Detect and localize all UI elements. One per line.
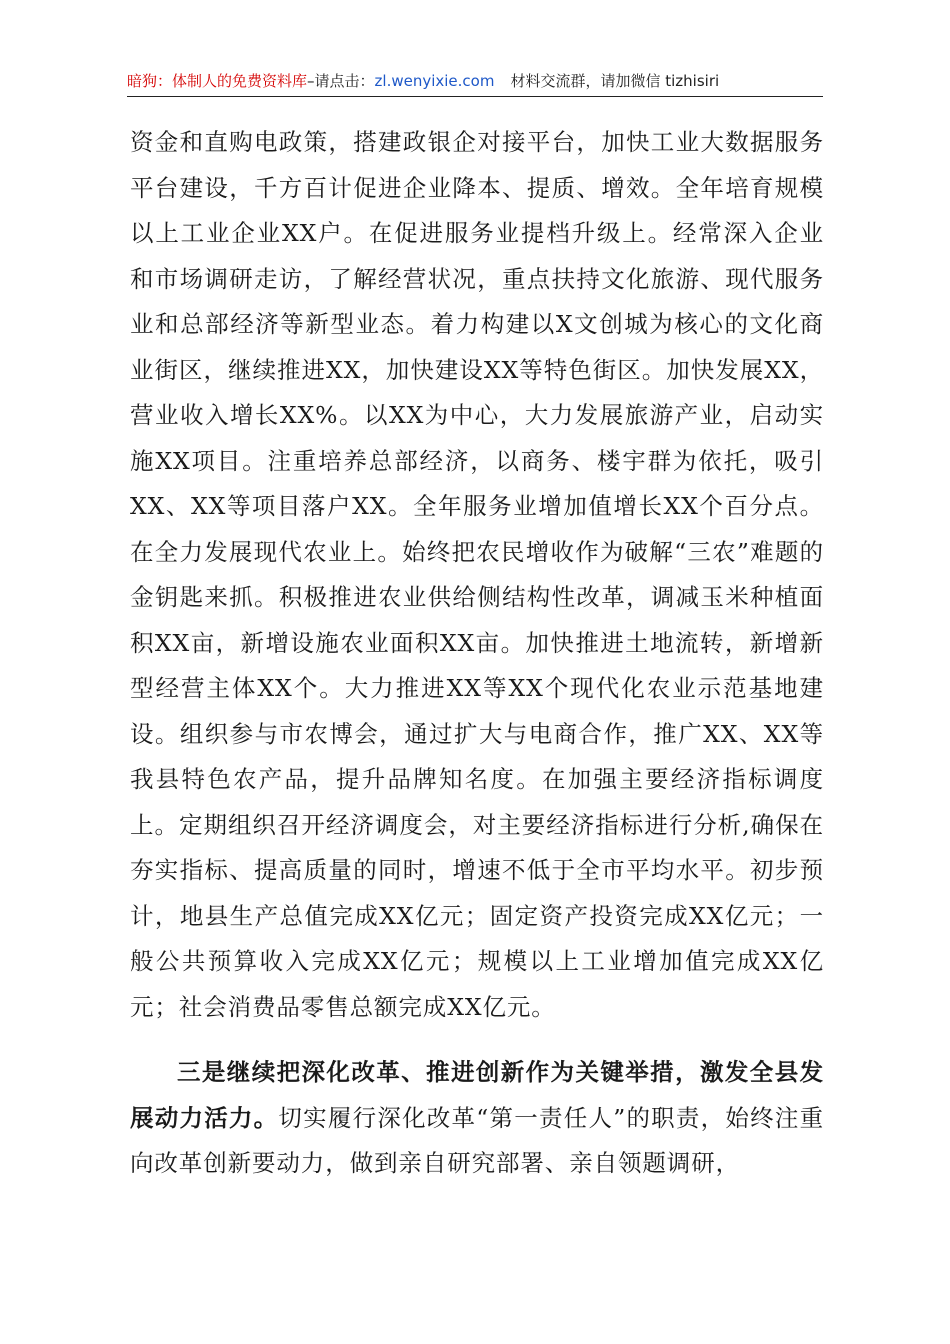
document-body	[130, 120, 824, 1187]
paragraph-1: 资金和直购电政策，搭建政银企对接平台，加快工业大数据服务平台建设，千方百计促进企业降本、提质、增效。全年培育规模以上工业企业XX户。在促进服务业提档升级上。经常深入企业和市场调研走访，了解经营状况，重点扶持文化旅游、现代服务业和总部经济等新型业态。着力构建以X文创城为核心的文化商业街区，继续推进XX，加快建设XX等特色街区。加快发展XX，营业收入增长XX%。以XX为中心，大力发展旅游产业，启动实施XX项目。注重培养总部经济，以商务、楼宇群为依托，吸引XX、XX等项目落户XX。全年服务业增加值增长XX个百分点。在全力发展现代农业上。始终把农民增收作为破解“三农”难题的金钥匙来抓。积极推进农业供给侧结构性改革，调减玉米种植面积XX亩，新增设施农业面积XX亩。加快推进土地流转，新增新型经营主体XX个。大力推进XX等XX个现代化农业示范基地建设。组织参与市农博会，通过扩大与电商合作，推广XX、XX等我县特色农产品，提升品牌知名度。在加强主要经济指标调度上。定期组织召开经济调度会，对主要经济指标进行分析,确保在夯实指标、提高质量的同时，增速不低于全市平均水平。初步预计，地县生产总值完成XX亿元；固定资产投资完成XX亿元；一般公共预算收入完成XX亿元；规模以上工业增加值完成XX亿元；社会消费品零售总额完成XX亿元。	[130, 128, 824, 1021]
header-url-link[interactable]: zl.wenyixie.com	[374, 72, 495, 90]
paragraph-2-body: 切实履行深化改革“第一责任人”的职责，始终注重向改革创新要动力，做到亲自研究部署、亲自领题调研，	[130, 1103, 824, 1177]
header-click-prefix: –请点击：	[307, 72, 375, 90]
paragraph-2	[130, 1050, 824, 1187]
paragraph-2-heading: 三是继续把深化改革、推进创新作为关键举措，激发全县发展动力活力。	[130, 1058, 824, 1132]
page-header	[127, 66, 823, 97]
header-brand: 暗狗：体制人的免费资料库	[127, 72, 308, 90]
header-wechat-note: 材料交流群，请加微信 tizhisiri	[510, 72, 720, 90]
